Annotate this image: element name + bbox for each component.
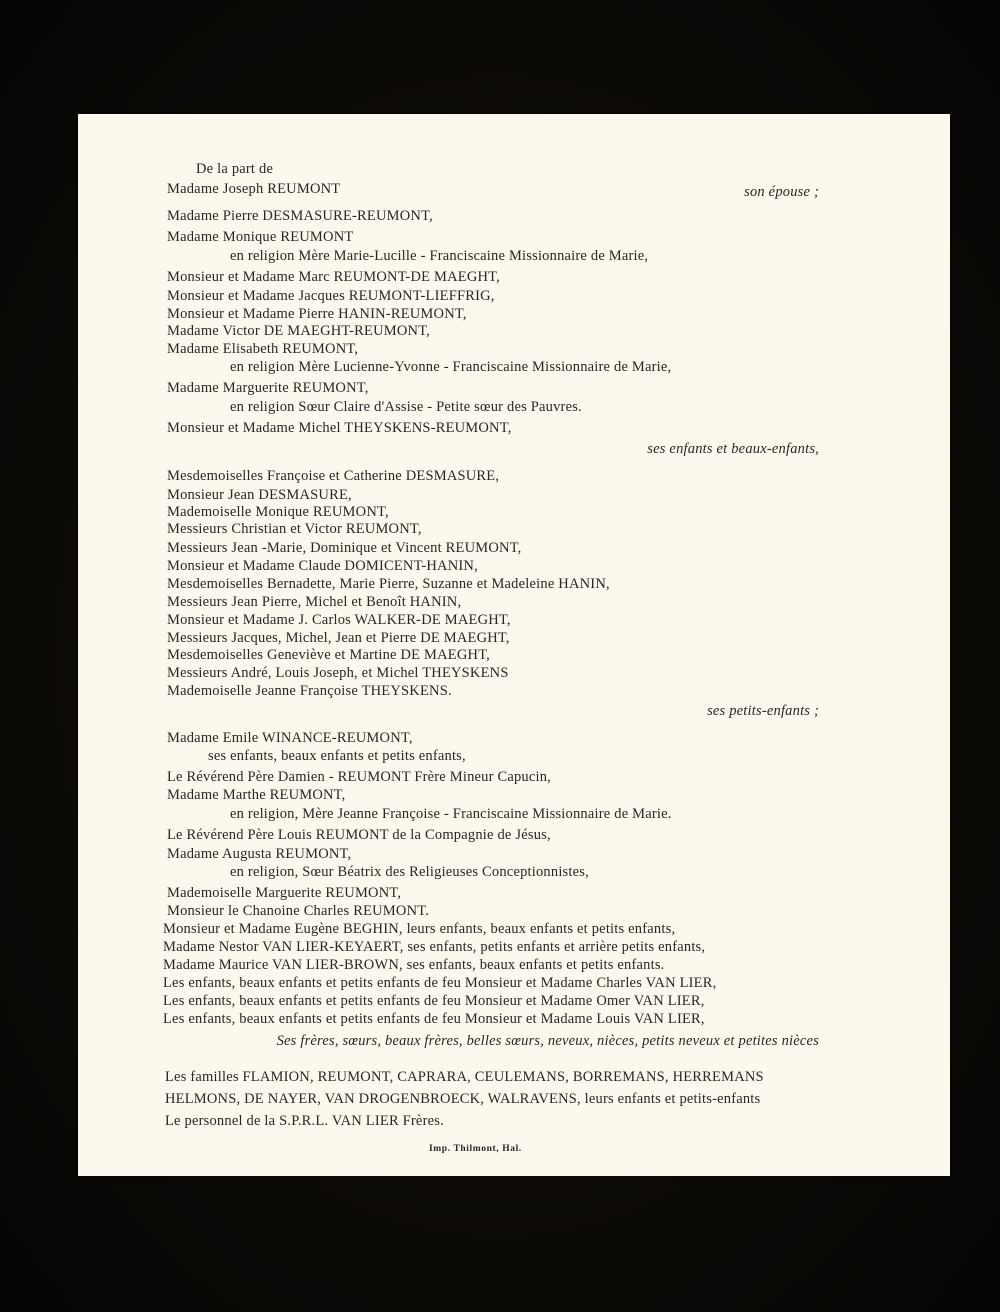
child-line: Madame Elisabeth REUMONT, bbox=[167, 341, 359, 357]
child-line: Monsieur et Madame Michel THEYSKENS-REUMONT, bbox=[167, 420, 512, 436]
child-line: en religion Mère Lucienne-Yvonne - Franciscaine Missionnaire de Marie, bbox=[230, 359, 672, 375]
sibling-line: Monsieur et Madame Eugène BEGHIN, leurs enfants, beaux enfants et petits enfants, bbox=[163, 921, 676, 937]
intro-line: De la part de bbox=[196, 161, 274, 177]
child-line: en religion Mère Marie-Lucille - Franciscaine Missionnaire de Marie, bbox=[230, 248, 649, 264]
child-line: Madame Victor DE MAEGHT-REUMONT, bbox=[167, 323, 431, 339]
grandchild-line: Mesdemoiselles Geneviève et Martine DE MAEGHT, bbox=[167, 647, 491, 663]
child-line: Monsieur et Madame Pierre HANIN-REUMONT, bbox=[167, 306, 467, 322]
sibling-line: Madame Emile WINANCE-REUMONT, bbox=[167, 730, 413, 746]
sibling-line: Les enfants, beaux enfants et petits enfants de feu Monsieur et Madame Omer VAN LIER, bbox=[163, 993, 705, 1009]
grandchild-line: Monsieur et Madame Claude DOMICENT-HANIN, bbox=[167, 558, 478, 574]
sibling-line: en religion, Sœur Béatrix des Religieuses Conceptionnistes, bbox=[230, 864, 589, 880]
siblings-relation: Ses frères, sœurs, beaux frères, belles sœurs, neveux, nièces, petits neveux et petites nièces bbox=[276, 1033, 819, 1049]
children-relation: ses enfants et beaux-enfants, bbox=[647, 441, 819, 457]
grandchild-line: Messieurs Jacques, Michel, Jean et Pierre DE MAEGHT, bbox=[167, 630, 510, 646]
grandchild-line: Mademoiselle Monique REUMONT, bbox=[167, 504, 389, 520]
spouse-relation: son épouse ; bbox=[744, 184, 819, 200]
child-line: Madame Marguerite REUMONT, bbox=[167, 380, 369, 396]
family-line: HELMONS, DE NAYER, VAN DROGENBROECK, WALRAVENS, leurs enfants et petits-enfants bbox=[165, 1091, 761, 1107]
grandchild-line: Messieurs Christian et Victor REUMONT, bbox=[167, 521, 422, 537]
printer-imprint: Imp. Thilmont, Hal. bbox=[429, 1144, 522, 1154]
grandchild-line: Mesdemoiselles Bernadette, Marie Pierre, Suzanne et Madeleine HANIN, bbox=[167, 576, 610, 592]
grandchild-line: Messieurs Jean -Marie, Dominique et Vincent REUMONT, bbox=[167, 540, 522, 556]
grandchild-line: Mesdemoiselles Françoise et Catherine DESMASURE, bbox=[167, 468, 500, 484]
sibling-line: en religion, Mère Jeanne Françoise - Franciscaine Missionnaire de Marie. bbox=[230, 806, 672, 822]
sibling-line: Les enfants, beaux enfants et petits enfants de feu Monsieur et Madame Louis VAN LIER, bbox=[163, 1011, 705, 1027]
child-line: Madame Monique REUMONT bbox=[167, 229, 354, 245]
sibling-line: Le Révérend Père Louis REUMONT de la Compagnie de Jésus, bbox=[167, 827, 551, 843]
child-line: Monsieur et Madame Marc REUMONT-DE MAEGHT, bbox=[167, 269, 500, 285]
sibling-line: Le Révérend Père Damien - REUMONT Frère Mineur Capucin, bbox=[167, 769, 551, 785]
child-line: Madame Pierre DESMASURE-REUMONT, bbox=[167, 208, 433, 224]
sibling-line: Madame Maurice VAN LIER-BROWN, ses enfants, beaux enfants et petits enfants. bbox=[163, 957, 665, 973]
spouse-name: Madame Joseph REUMONT bbox=[167, 181, 341, 197]
grandchild-line: Mademoiselle Jeanne Françoise THEYSKENS. bbox=[167, 683, 452, 699]
sibling-line: Mademoiselle Marguerite REUMONT, bbox=[167, 885, 402, 901]
child-line: en religion Sœur Claire d'Assise - Petite sœur des Pauvres. bbox=[230, 399, 582, 415]
family-line: Les familles FLAMION, REUMONT, CAPRARA, CEULEMANS, BORREMANS, HERREMANS bbox=[165, 1069, 764, 1085]
grandchild-line: Monsieur Jean DESMASURE, bbox=[167, 487, 352, 503]
sibling-line: Madame Nestor VAN LIER-KEYAERT, ses enfants, petits enfants et arrière petits enfants, bbox=[163, 939, 706, 955]
sibling-line: ses enfants, beaux enfants et petits enfants, bbox=[208, 748, 466, 764]
sibling-line: Monsieur le Chanoine Charles REUMONT. bbox=[167, 903, 430, 919]
sibling-line: Madame Augusta REUMONT, bbox=[167, 846, 352, 862]
grandchild-line: Messieurs Jean Pierre, Michel et Benoît HANIN, bbox=[167, 594, 462, 610]
sibling-line: Les enfants, beaux enfants et petits enfants de feu Monsieur et Madame Charles VAN LIER, bbox=[163, 975, 717, 991]
grandchild-line: Messieurs André, Louis Joseph, et Michel THEYSKENS bbox=[167, 665, 509, 681]
grandchild-line: Monsieur et Madame J. Carlos WALKER-DE MAEGHT, bbox=[167, 612, 511, 628]
grandchildren-relation: ses petits-enfants ; bbox=[707, 703, 819, 719]
child-line: Monsieur et Madame Jacques REUMONT-LIEFFRIG, bbox=[167, 288, 495, 304]
family-line: Le personnel de la S.P.R.L. VAN LIER Frères. bbox=[165, 1113, 444, 1129]
sibling-line: Madame Marthe REUMONT, bbox=[167, 787, 346, 803]
